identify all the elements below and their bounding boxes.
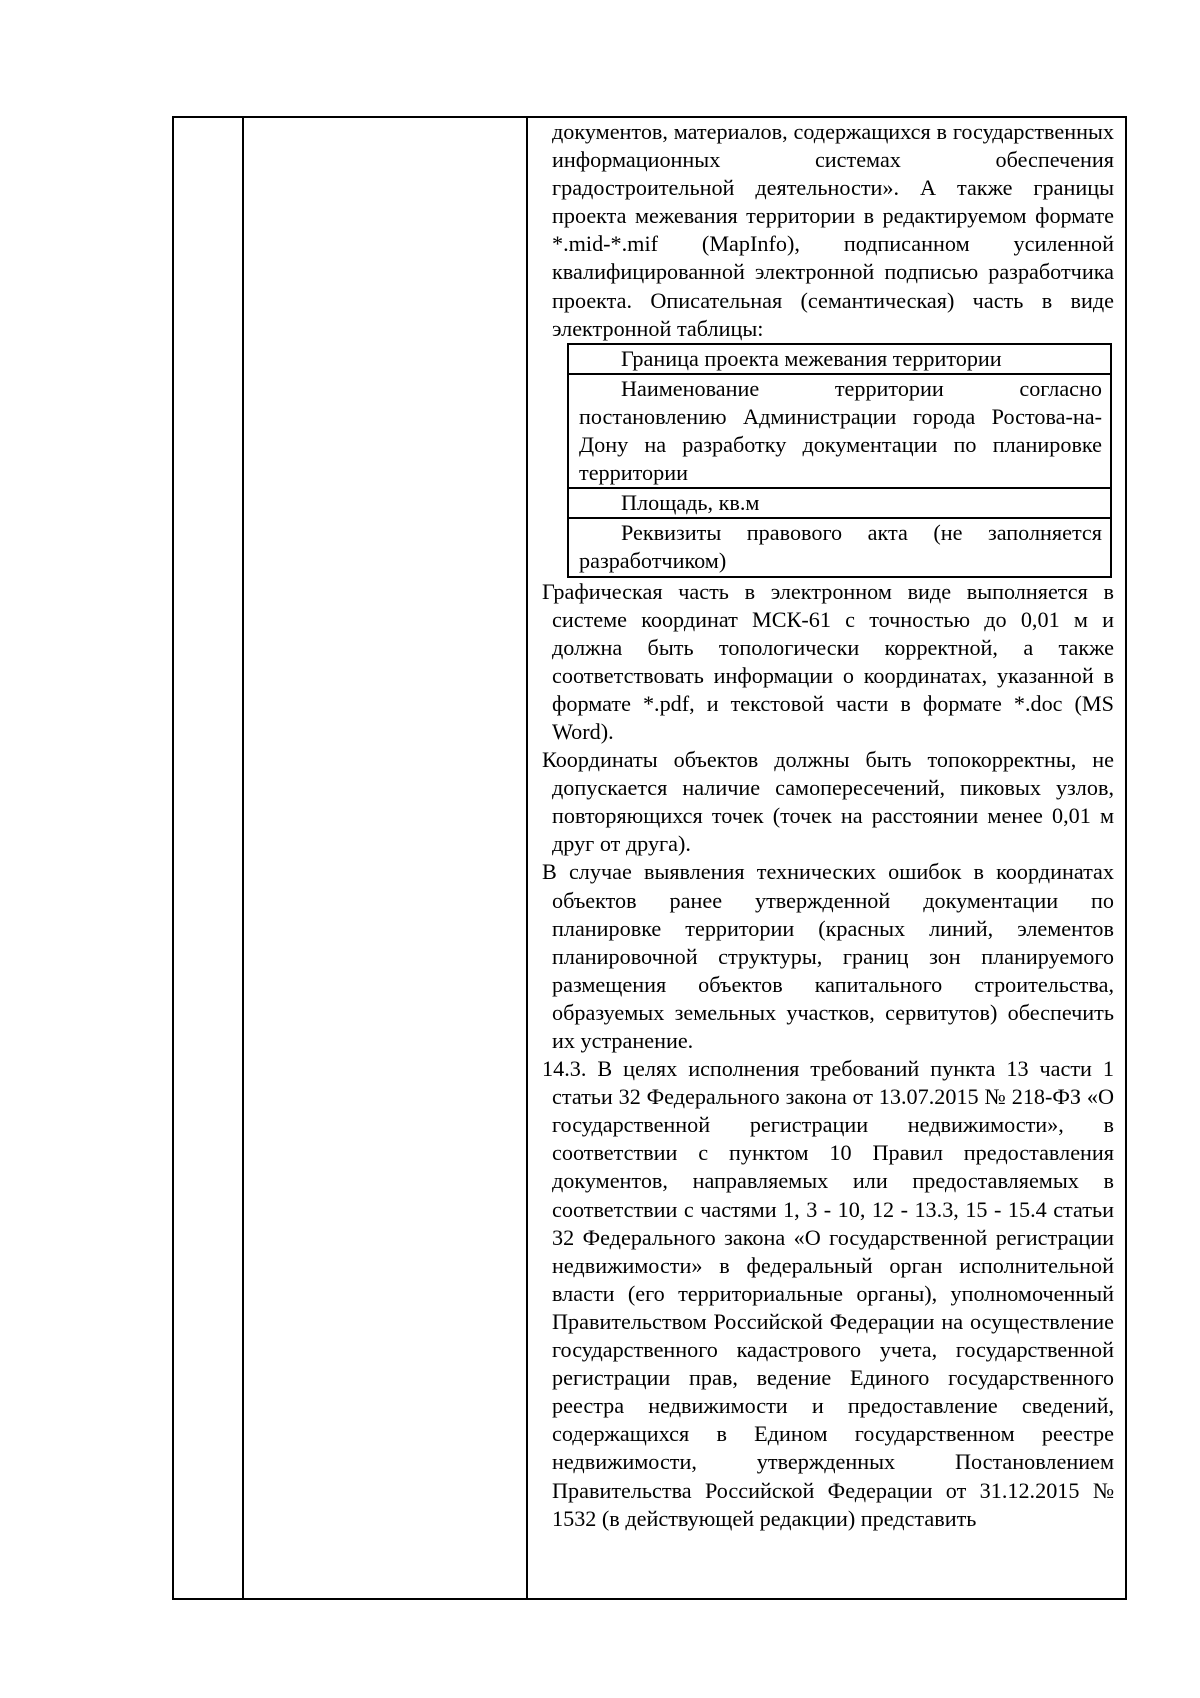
table-cell-boundary: Граница проекта межевания территории [568,344,1111,374]
table-row [568,488,1111,518]
column-divider-2 [526,118,528,1598]
coordinates-paragraph: Координаты объектов должны быть топокорректны, не допускается наличие самопересечений, пиковых узлов, повторяющихся точек (точек на расстоянии менее 0,01 м друг от друга). [542,747,1114,857]
table-cell-territory-name: Наименование территории согласно постановлению Администрации города Ростова-на-Дону на разработку документации по планировке территории [568,374,1111,488]
errors-paragraph: В случае выявления технических ошибок в координатах объектов ранее утвержденной документации по планировке территории (красных линий, элементов планировочной структуры, границ зон планируемого размещения объектов капитального строительства, образуемых земельных участков, сервитутов) обеспечить их устранение. [542,859,1114,1053]
graphic-part-paragraph: Графическая часть в электронном виде выполняется в системе координат МСК-61 с точностью до 0,01 м и должна быть топологически корректной, а также соответствовать информации о координатах, указанной в формате *.pdf, и текстовой части в формате *.doc (MS Word). [542,578,1114,744]
table-row [568,344,1111,374]
table-cell-legal-act: Реквизиты правового акта (не заполняется разработчиком) [568,518,1111,576]
table-row [568,374,1111,488]
column-divider-1 [242,118,244,1598]
table-row [568,518,1111,576]
table-cell-area: Площадь, кв.м [568,488,1111,518]
intro-paragraph: документов, материалов, содержащихся в государственных информационных системах обеспечения градостроительной деятельности». А также границы проекта межевания территории в редактируемом формате *.mid-*.mif (MapInfo), подписанном усиленной квалифицированной электронной подписью разработчика проекта. Описательная (семантическая) часть в виде электронной таблицы: [552,119,1114,341]
document-table [172,116,1127,1600]
section-14-3-paragraph: 14.3. В целях исполнения требований пункта 13 части 1 статьи 32 Федерального закона от 13.07.2015 № 218-ФЗ «О государственной регистрации недвижимости», в соответствии с пунктом 10 Правил предоставления документов, направляемых или предоставляемых в соответствии с частями 1, 3 - 10, 12 - 13.3, 15 - 15.4 статьи 32 Федерального закона «О государственной регистрации недвижимости» в федеральный орган исполнительной власти (его территориальные органы), уполномоченный Правительством Российской Федерации на осуществление государственного кадастрового учета, государственной регистрации прав, ведение Единого государственного реестра недвижимости и предоставление сведений, содержащихся в Едином государственном реестре недвижимости, утвержденных Постановлением Правительства Российской Федерации от 31.12.2015 № 1532 (в действующей редакции) представить [542,1056,1114,1531]
requirements-cell [542,118,1114,1533]
semantic-attributes-table [567,343,1112,578]
